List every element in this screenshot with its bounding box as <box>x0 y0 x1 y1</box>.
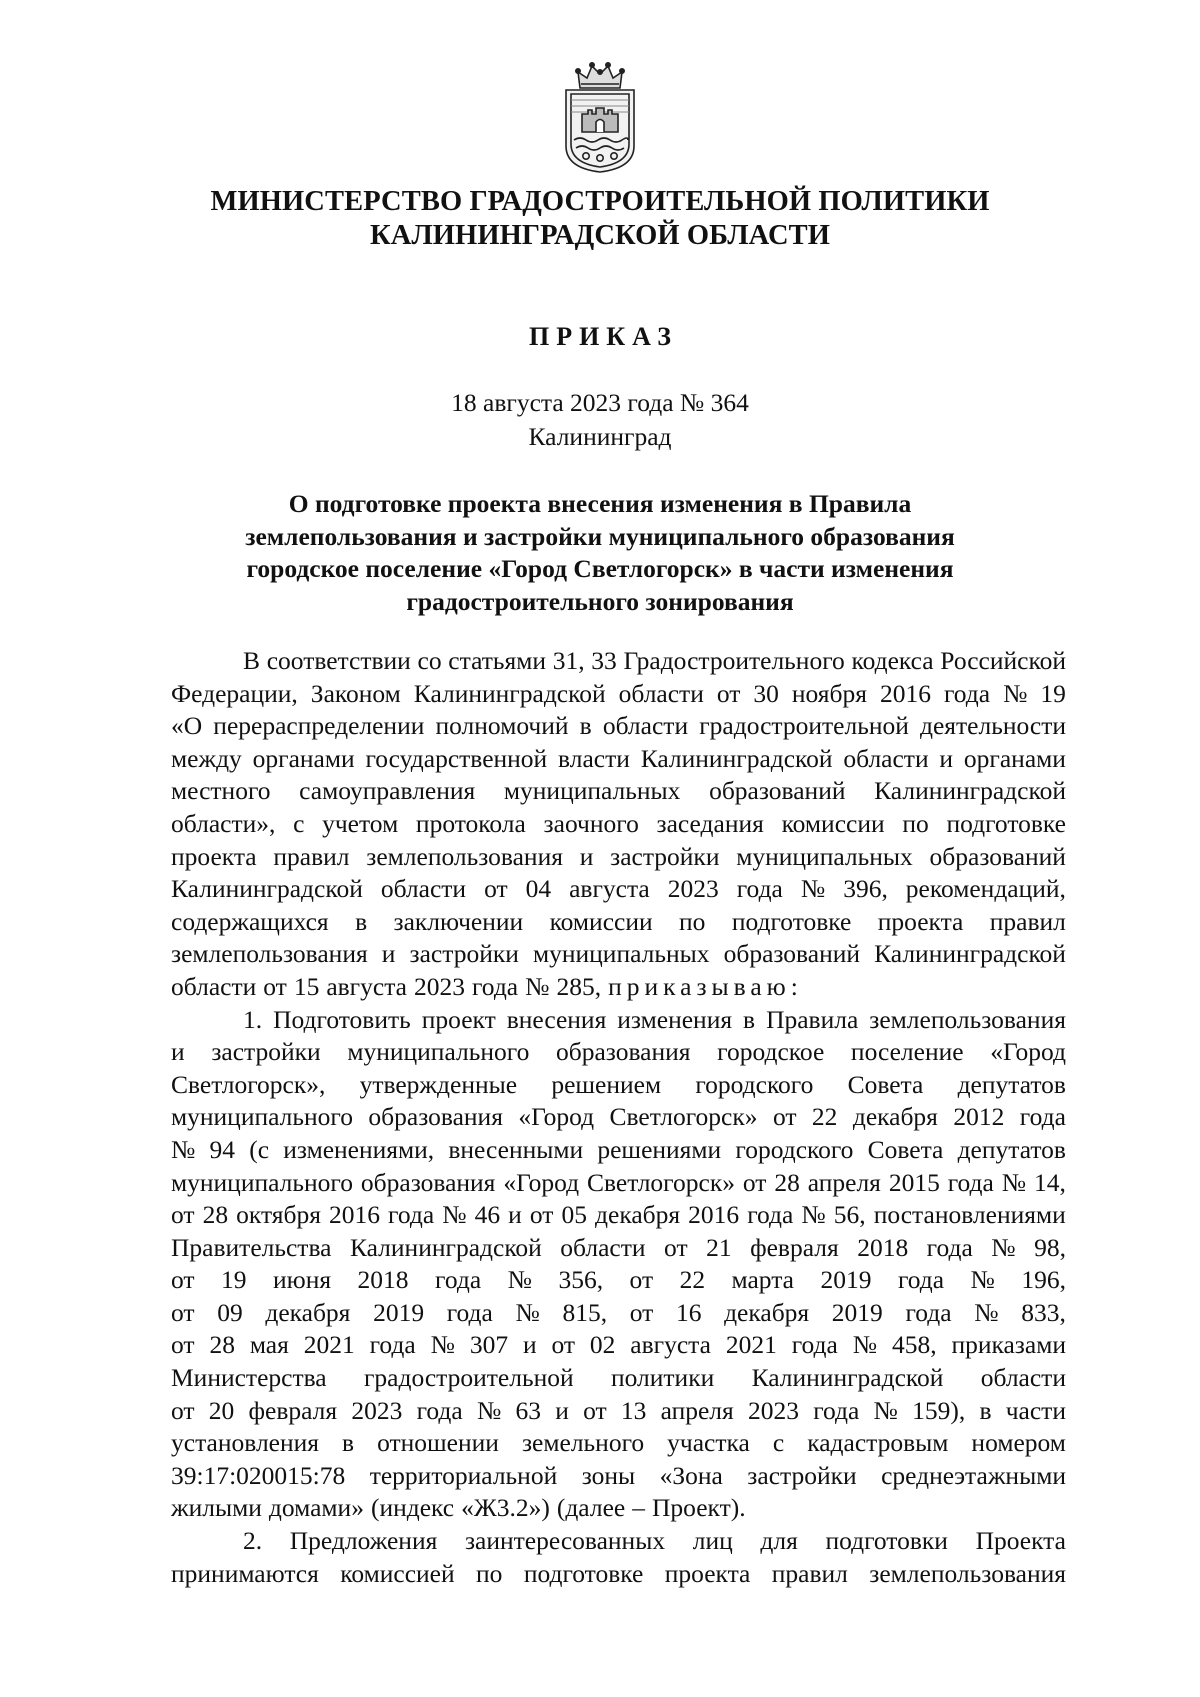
body-line: от 19 июня 2018 года № 356, от 22 марта 2019 года № 196, <box>171 1265 1066 1295</box>
order-body-text <box>171 645 1066 1590</box>
body-line: от 20 февраля 2023 года № 63 и от 13 апреля 2023 года № 159), в части <box>171 1395 1066 1425</box>
body-line: проекта правил землепользования и застройки муниципальных образований <box>171 841 1066 871</box>
body-line: Калининградской области от 04 августа 2023 года № 396, рекомендаций, <box>171 874 1066 904</box>
body-line: Правительства Калининградской области от 21 февраля 2018 года № 98, <box>171 1232 1066 1262</box>
ministry-heading <box>0 185 1200 253</box>
body-line: Министерства градостроительной политики Калининградской области <box>171 1363 1066 1393</box>
subject-line: градостроительного зонирования <box>406 586 794 616</box>
body-line: содержащихся в заключении комиссии по подготовке проекта правил <box>171 906 1066 936</box>
ministry-line-2: КАЛИНИНГРАДСКОЙ ОБЛАСТИ <box>370 220 830 251</box>
subject-line: О подготовке проекта внесения изменения в Правила <box>288 489 912 518</box>
body-line: от 28 мая 2021 года № 307 и от 02 августа 2021 года № 458, приказами <box>171 1330 1066 1360</box>
body-line: 39:17:020015:78 территориальной зоны «Зона застройки среднеэтажными <box>171 1460 1066 1490</box>
body-line: землепользования и застройки муниципальных образований Калининградской <box>171 939 1066 969</box>
body-line: муниципального образования «Город Светлогорск» от 22 декабря 2012 года <box>171 1102 1066 1132</box>
body-line: и застройки муниципального образования городское поселение «Город <box>171 1037 1066 1067</box>
body-line: Светлогорск», утвержденные решением городского Совета депутатов <box>171 1069 1066 1099</box>
body-line: В соответствии со статьями 31, 33 Градостроительного кодекса Российской <box>243 646 1066 675</box>
ministry-line-1: МИНИСТЕРСТВО ГРАДОСТРОИТЕЛЬНОЙ ПОЛИТИКИ <box>210 186 990 217</box>
body-line: между органами государственной власти Калининградской области и органами <box>171 743 1066 773</box>
body-line: муниципального образования «Город Светлогорск» от 28 апреля 2015 года № 14, <box>171 1167 1066 1197</box>
body-line: жилыми домами» (индекс «Ж3.2») (далее – Проект). <box>171 1493 746 1523</box>
body-line: «О перераспределении полномочий в области градостроительной деятельности <box>171 711 1066 741</box>
body-line: области от 15 августа 2023 года № 285, приказываю: <box>171 971 1066 1004</box>
body-line: 1. Подготовить проект внесения изменения в Правила землепользования <box>243 1004 1066 1034</box>
body-line: № 94 (с изменениями, внесенными решениями городского Совета депутатов <box>171 1134 1066 1164</box>
body-line: местного самоуправления муниципальных образований Калининградской <box>171 776 1066 806</box>
body-line: установления в отношении земельного участка с кадастровым номером <box>171 1428 1066 1458</box>
order-city: Калининград <box>528 422 672 451</box>
subject-line: городское поселение «Город Светлогорск» в части изменения <box>246 554 954 583</box>
order-subject <box>0 488 1200 618</box>
subject-line: землепользования и застройки муниципального образования <box>245 521 955 551</box>
coat-of-arms-icon <box>554 58 646 176</box>
body-line: области», с учетом протокола заочного заседания комиссии по подготовке <box>171 808 1066 838</box>
order-date-number: 18 августа 2023 года № 364 <box>451 388 749 417</box>
body-line: от 09 декабря 2019 года № 815, от 16 декабря 2019 года № 833, <box>171 1297 1066 1327</box>
body-line: 2. Предложения заинтересованных лиц для подготовки Проекта <box>243 1526 1066 1556</box>
body-line: принимаются комиссией по подготовке проекта правил землепользования <box>171 1558 1066 1588</box>
body-line: Федерации, Законом Калининградской области от 30 ноября 2016 года № 19 <box>171 678 1066 708</box>
decree-word: приказываю: <box>608 971 803 1001</box>
body-line: от 28 октября 2016 года № 46 и от 05 декабря 2016 года № 56, постановлениями <box>171 1200 1066 1230</box>
order-title: ПРИКАЗ <box>528 322 679 351</box>
